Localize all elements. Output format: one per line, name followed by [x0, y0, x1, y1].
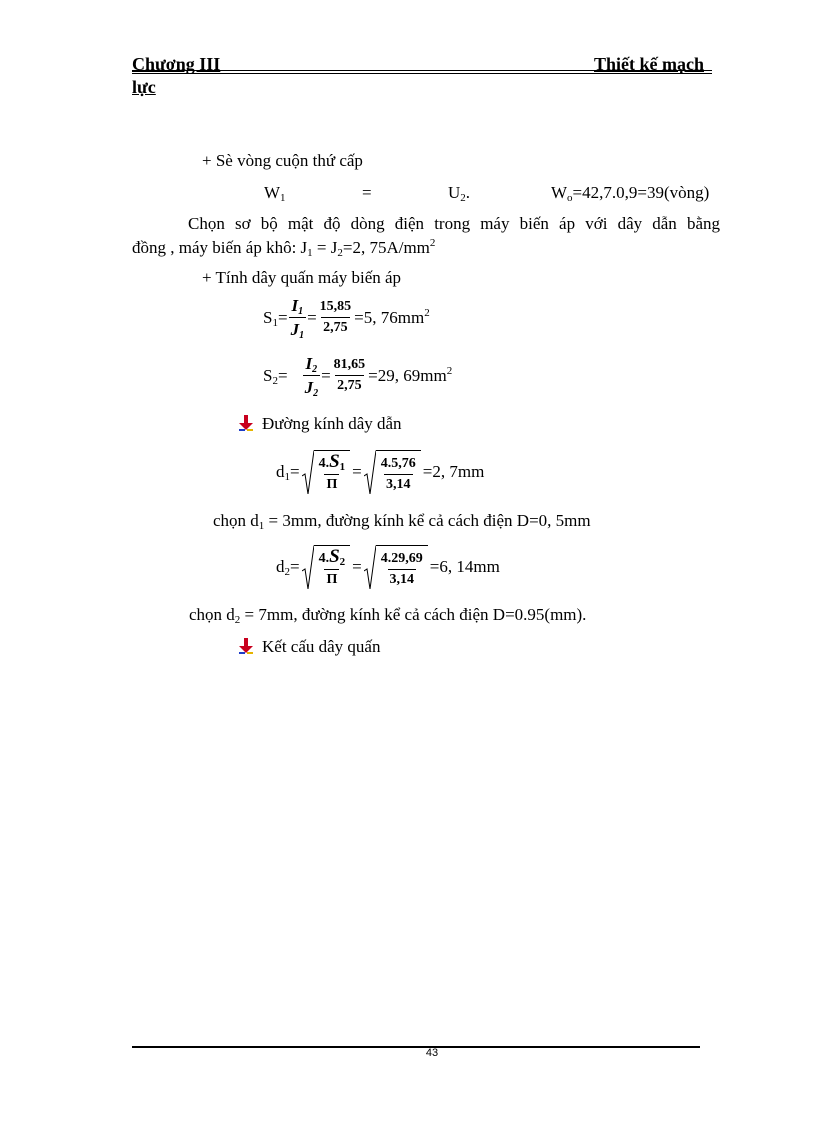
header-rule-bottom — [132, 73, 712, 74]
s1-equation: $S_1=$ $\frac{I_1}{J_1}$ = $\frac{15,85}{2,75}$ =5, $76mm^2$ — [263, 296, 430, 341]
s2-equation: $S_2=$ $\frac{I_2}{J_2}$ = $\frac{81,65}{2,75}$ =29, $69mm^2$ — [263, 354, 453, 399]
equals-sign: = — [362, 183, 372, 202]
d1-equation: $d_1=$ $\frac{4.S_1}{\Pi}$ = $\frac{4.5,76}{3,14}$ =2, 7mm — [276, 451, 485, 492]
d1-numeric-root: $\frac{4.5,76}{3,14}$ — [364, 450, 421, 494]
u2-term: $U_2$. — [448, 183, 471, 204]
structure-heading: Kết cấu dây quấn — [238, 637, 380, 657]
section-title-wrap: lực — [132, 77, 156, 97]
density-paragraph-line2: đồng , máy biến áp khô: $J_1 = J_2=2$, $75A/mm^2$ — [132, 237, 436, 259]
d2-numeric-root: $\frac{4.29,69}{3,14}$ — [364, 545, 428, 589]
choose-d1-line: chọn $d_1 = 3mm$, đường kính kể cả cách điện D=0, 5mm — [213, 511, 591, 532]
wo-result: $W_o=42,7.0,9=39(vòng)$ — [551, 183, 710, 204]
diameter-heading: Đường kính dây dẫn — [238, 414, 402, 434]
d2-equation: $d_2=$ $\frac{4.S_2}{\Pi}$ = $\frac{4.29,69}{3,14}$ =6, 14mm — [276, 546, 500, 587]
arrow-bullet-icon — [238, 638, 254, 654]
d1-symbolic-root: $\frac{4.S_1}{\Pi}$ — [302, 450, 351, 494]
s2-numeric-fraction: $\frac{81,65}{2,75}$ — [333, 357, 366, 393]
page-number: 43 — [425, 1047, 439, 1059]
d2-symbolic-root: $\frac{4.S_2}{\Pi}$ — [302, 545, 351, 589]
density-paragraph-line1: Chọn sơ bộ mật độ dòng điện trong máy biến áp với dây dẫn bằng — [188, 214, 720, 233]
s1-symbolic-fraction: $\frac{I_1}{J_1}$ — [290, 296, 305, 341]
choose-d2-line: chọn $d_2 = 7mm$, đường kính kể cả cách điện D=0.95(mm). — [189, 605, 587, 626]
arrow-bullet-icon — [238, 415, 254, 431]
secondary-turns-heading: + Sè vòng cuộn thứ cấp — [202, 151, 363, 170]
s1-numeric-fraction: $\frac{15,85}{2,75}$ — [319, 299, 352, 335]
section-title: Thiết kế mạch — [594, 54, 704, 74]
s2-symbolic-fraction: $\frac{I_2}{J_2}$ — [304, 354, 319, 399]
chapter-title: Chương III — [132, 54, 221, 74]
winding-calc-heading: + Tính dây quấn máy biến áp — [202, 268, 402, 287]
header-rule-top — [132, 70, 712, 71]
w1-term: $W_1$ — [264, 183, 286, 204]
